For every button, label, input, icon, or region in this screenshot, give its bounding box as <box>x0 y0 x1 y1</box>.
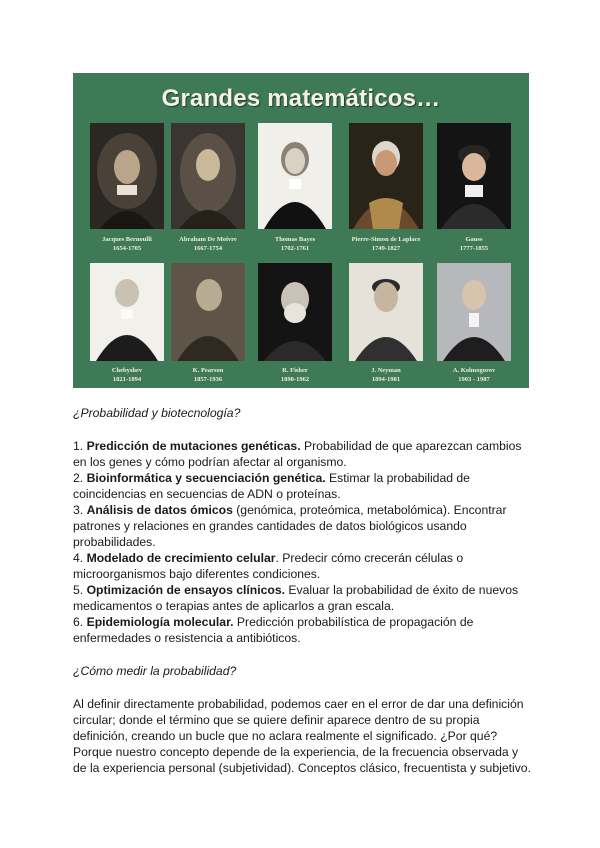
list-item: 2. Bioinformática y secuenciación genética. Estimar la probabilidad de <box>73 471 470 485</box>
paragraph-line: Porque nuestro concepto depende de la experiencia, de la frecuencia observada y <box>73 745 519 759</box>
caption-pearson: K. Pearson 1857-1936 <box>192 367 224 383</box>
list-item-cont: microorganismos bajo diferentes condiciones. <box>73 567 321 581</box>
portrait-pearson <box>171 263 245 369</box>
list-item: 5. Optimización de ensayos clínicos. Evaluar la probabilidad de éxito de nuevos <box>73 583 519 597</box>
definition-paragraph <box>73 696 543 776</box>
question-measure-probability: ¿Cómo medir la probabilidad? <box>73 664 237 678</box>
portrait-laplace <box>349 123 423 229</box>
applications-list <box>73 438 533 646</box>
paragraph-line: de la experiencia personal (subjetividad). Conceptos clásico, frecuentista y subjetivo. <box>73 761 531 775</box>
portrait-bernoulli <box>90 123 164 229</box>
portrait-gauss <box>437 123 511 229</box>
paragraph-line: definición, creando un bucle que no aclara realmente el significado. ¿Por qué? <box>73 729 498 743</box>
list-item: 3. Análisis de datos ómicos (genómica, proteómica, metabolómica). Encontrar <box>73 503 507 517</box>
list-item: 4. Modelado de crecimiento celular. Predecir cómo crecerán células o <box>73 551 464 565</box>
list-item: 6. Epidemiología molecular. Predicción probabilística de propagación de <box>73 615 474 629</box>
portrait-bayes <box>258 123 332 229</box>
list-item-cont: medicamentos o terapias antes de aplicarlos a gran escala. <box>73 599 395 613</box>
list-item-cont: probabilidades. <box>73 535 156 549</box>
portrait-neyman <box>349 263 423 369</box>
caption-chebyshev: Chebyshev 1821-1894 <box>111 367 143 383</box>
banner-title: Grandes matemáticos… <box>161 85 441 112</box>
caption-gauss: Gauss 1777-1855 <box>459 236 489 252</box>
portrait-kolmogorov <box>437 263 511 369</box>
caption-kolmogorov: A. Kolmogorov 1903 - 1987 <box>452 367 496 383</box>
caption-fisher: R. Fisher 1890-1962 <box>280 367 310 383</box>
list-item-cont: en los genes y cómo podrían afectar al organismo. <box>73 455 347 469</box>
caption-de-moivre: Abraham De Moivre 1667-1754 <box>179 236 237 252</box>
caption-bernoulli: Jacques Bernoulli 1654-1705 <box>102 236 152 252</box>
paragraph-line: circular; donde el término que se quiere definir aparece dentro de su propia <box>73 713 480 727</box>
list-item-cont: patrones y relaciones en grandes cantidades de datos biológicos usando <box>73 519 467 533</box>
mathematicians-banner <box>73 73 529 388</box>
portrait-chebyshev <box>90 263 164 369</box>
caption-laplace: Pierre-Simon de Laplace 1749-1827 <box>351 236 421 252</box>
portrait-fisher <box>258 263 332 369</box>
list-item-cont: enfermedades o resistencia a antibióticos. <box>73 631 301 645</box>
caption-neyman: J. Neyman 1894-1981 <box>371 367 401 383</box>
list-item: 1. Predicción de mutaciones genéticas. Probabilidad de que aparezcan cambios <box>73 439 522 453</box>
caption-bayes: Thomas Bayes 1702-1761 <box>274 236 316 252</box>
paragraph-line: Al definir directamente probabilidad, podemos caer en el error de dar una definición <box>73 697 524 711</box>
list-item-cont: coincidencias en secuencias de ADN o proteínas. <box>73 487 341 501</box>
question-probability-biotech: ¿Probabilidad y biotecnología? <box>73 406 241 420</box>
portrait-de-moivre <box>171 123 245 229</box>
